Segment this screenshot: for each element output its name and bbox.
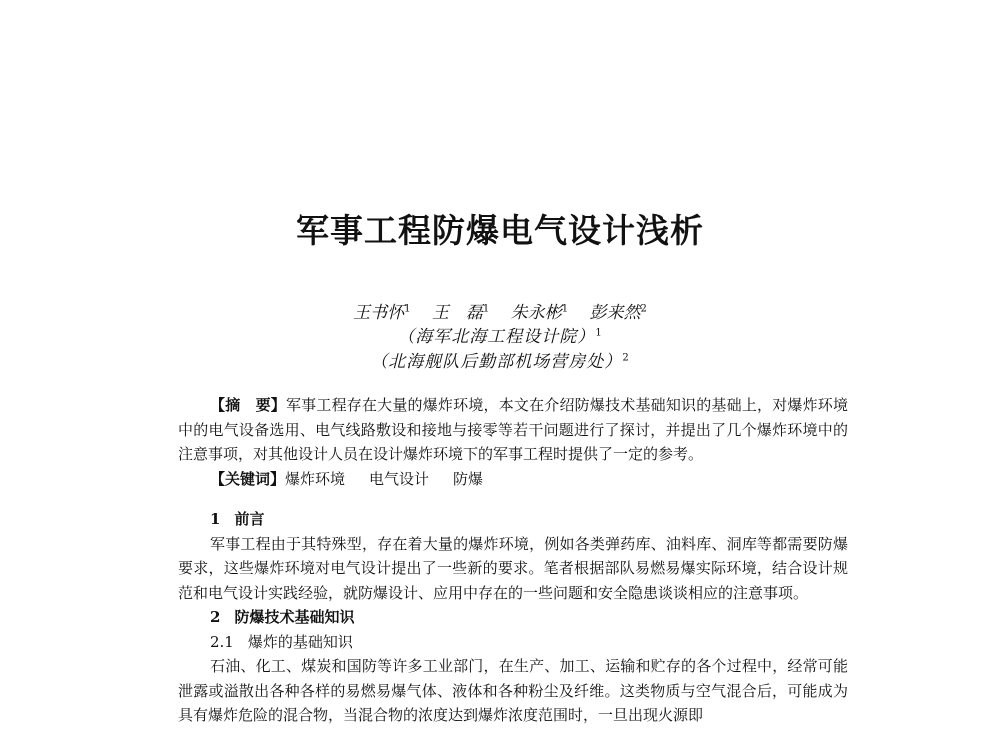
section-paragraph: 石油、化工、煤炭和国防等许多工业部门，在生产、加工、运输和贮存的各个过程中，经常可能泄露或溢散出各种各样的易燃易爆气体、液体和各种粉尘及纤维。这类物质与空气混合后，可能成为具有爆炸危险的混合物，当混合物的浓度达到爆炸浓度范围时，一旦出现火源即 xyxy=(178,657,848,724)
author: 彭来然$^2$ xyxy=(589,303,647,323)
author: 王书怀$^1$ xyxy=(353,303,411,323)
paper-title: 军事工程防爆电气设计浅析 xyxy=(296,211,704,250)
section-heading: 1 前言 xyxy=(210,510,265,528)
abstract-text: 军事工程存在大量的爆炸环境，本文在介绍防爆技术基础知识的基础上，对爆炸环境中的电气设备选用、电气线路敷设和接地与接零等若干问题进行了探讨，并提出了几个爆炸环境中的注意事项，对其他设计人员在设计爆炸环境下的军事工程时提供了一定的参考。 xyxy=(178,396,848,463)
affiliation: （海军北海工程设计院）$^1$ xyxy=(397,327,603,347)
abstract-label: 【摘 要】 xyxy=(210,396,286,414)
keywords-line xyxy=(178,467,848,492)
body-text xyxy=(178,507,848,728)
subsection-heading: 2.1 爆炸的基础知识 xyxy=(210,632,353,651)
keyword: 防爆 xyxy=(453,469,484,488)
keywords-label: 【关键词】 xyxy=(210,469,286,488)
keyword: 爆炸环境 xyxy=(285,469,346,488)
section-paragraph: 军事工程由于其特殊型，存在着大量的爆炸环境，例如各类弹药库、油料库、洞库等都需要防爆要求，这些爆炸环境对电气设计提出了一些新的要求。笔者根据部队易燃易爆实际环境，结合设计规范和电气设计实践经验，就防爆设计、应用中存在的一些问题和安全隐患谈谈相应的注意事项。 xyxy=(178,534,848,602)
keyword: 电气设计 xyxy=(369,469,430,488)
author-list xyxy=(0,298,1000,323)
abstract-block xyxy=(178,393,848,491)
section-heading: 2 防爆技术基础知识 xyxy=(210,608,355,626)
abstract-paragraph xyxy=(178,393,848,467)
affiliation: （北海舰队后勤部机场营房处）$^2$ xyxy=(370,352,630,372)
author: 朱永彬$^1$ xyxy=(510,303,569,323)
author: 王 磊$^1$ xyxy=(431,303,490,323)
